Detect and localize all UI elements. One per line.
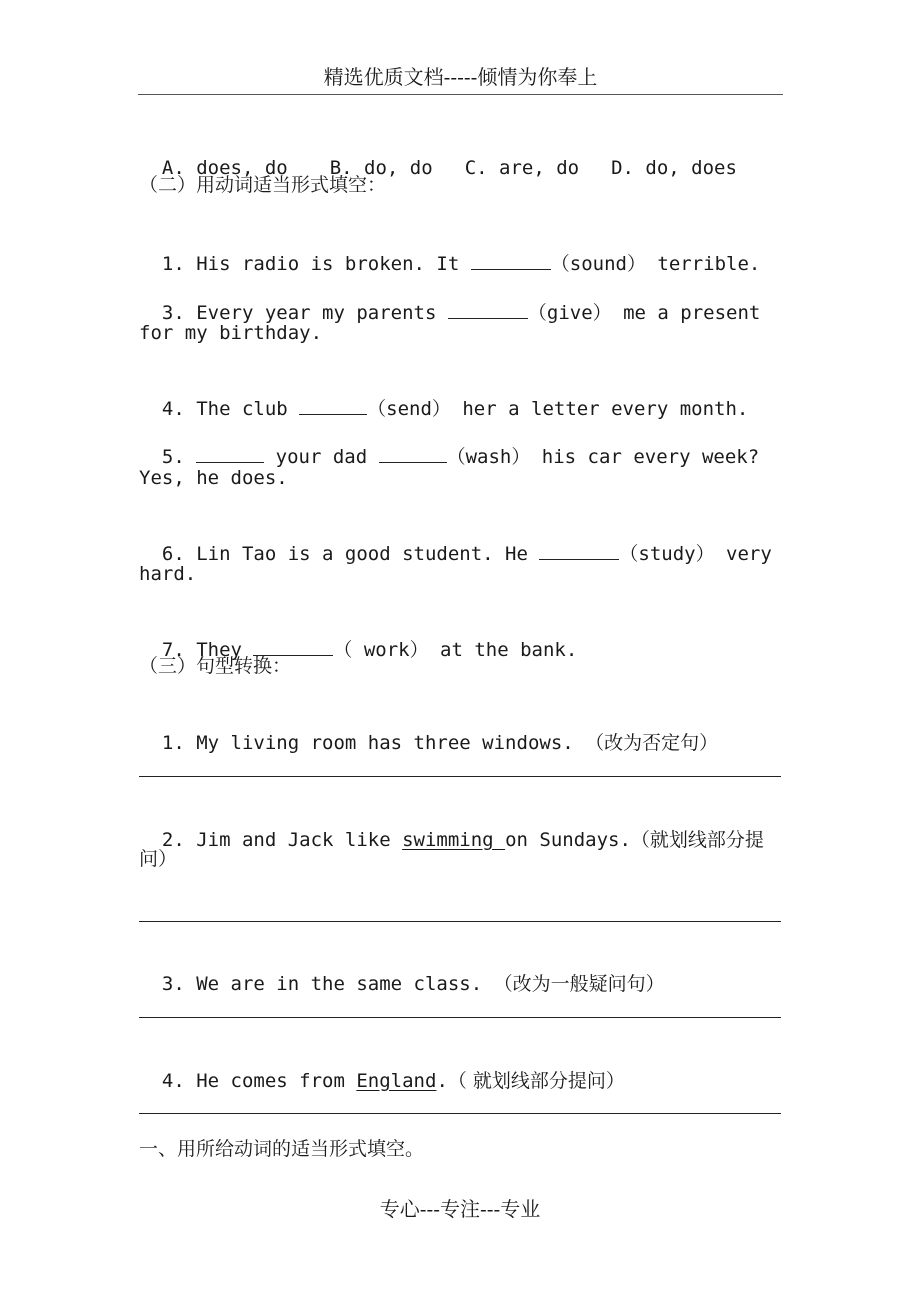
page-header: 精选优质文档-----倾情为你奉上 (138, 62, 783, 95)
page-footer: 专心---专注---专业 (379, 1197, 541, 1221)
s2-question-6-cont: hard. (139, 563, 197, 585)
answer-line[interactable] (139, 921, 781, 922)
s2-question-5-cont: Yes, he does. (139, 467, 288, 489)
section2-title: （二）用动词适当形式填空： (139, 174, 387, 196)
s2-question-5: 5. your dad （wash） his car every week? (139, 412, 784, 471)
section4-title: 一、用所给动词的适当形式填空。 (139, 1138, 425, 1160)
s2-question-3-cont: for my birthday. (139, 322, 323, 344)
s3-question-2-cont: 问） (139, 848, 178, 870)
option-a: A. does, do (161, 157, 288, 179)
answer-blank[interactable] (379, 440, 447, 463)
s2-question-4: 4. The club （send） her a letter every month. (139, 364, 784, 423)
answer-blank[interactable] (539, 537, 619, 560)
s3-question-1: 1. My living room has three windows. （改为否定句） (161, 732, 719, 754)
option-b: B. do, do (329, 157, 433, 179)
s2-question-3: 3. Every year my parents （give） me a present (139, 268, 784, 327)
s3-question-2: 2. Jim and Jack like swimming on Sundays.（就划线部分提 (161, 829, 764, 851)
answer-blank[interactable] (196, 440, 264, 463)
s2-question-7: 7. They （ work） at the bank. (139, 605, 784, 664)
s2-question-1: 1. His radio is broken. It （sound） terrible. (139, 219, 784, 278)
section3-title: （三）句型转换： (139, 655, 292, 677)
answer-line[interactable] (139, 1017, 781, 1018)
answer-blank[interactable] (448, 296, 528, 319)
answer-blank[interactable] (471, 247, 551, 270)
s3-question-3: 3. We are in the same class. （改为一般疑问句） (161, 973, 665, 995)
option-d: D. do, does (611, 157, 737, 179)
underlined-word: swimming (402, 829, 506, 851)
underlined-word: England (356, 1070, 437, 1092)
option-c: C. are, do (464, 157, 580, 179)
answer-line[interactable] (139, 1113, 781, 1114)
s3-question-4: 4. He comes from England.（ 就划线部分提问） (161, 1070, 625, 1092)
answer-line[interactable] (139, 776, 781, 777)
s2-question-6: 6. Lin Tao is a good student. He （study） very (139, 509, 784, 568)
